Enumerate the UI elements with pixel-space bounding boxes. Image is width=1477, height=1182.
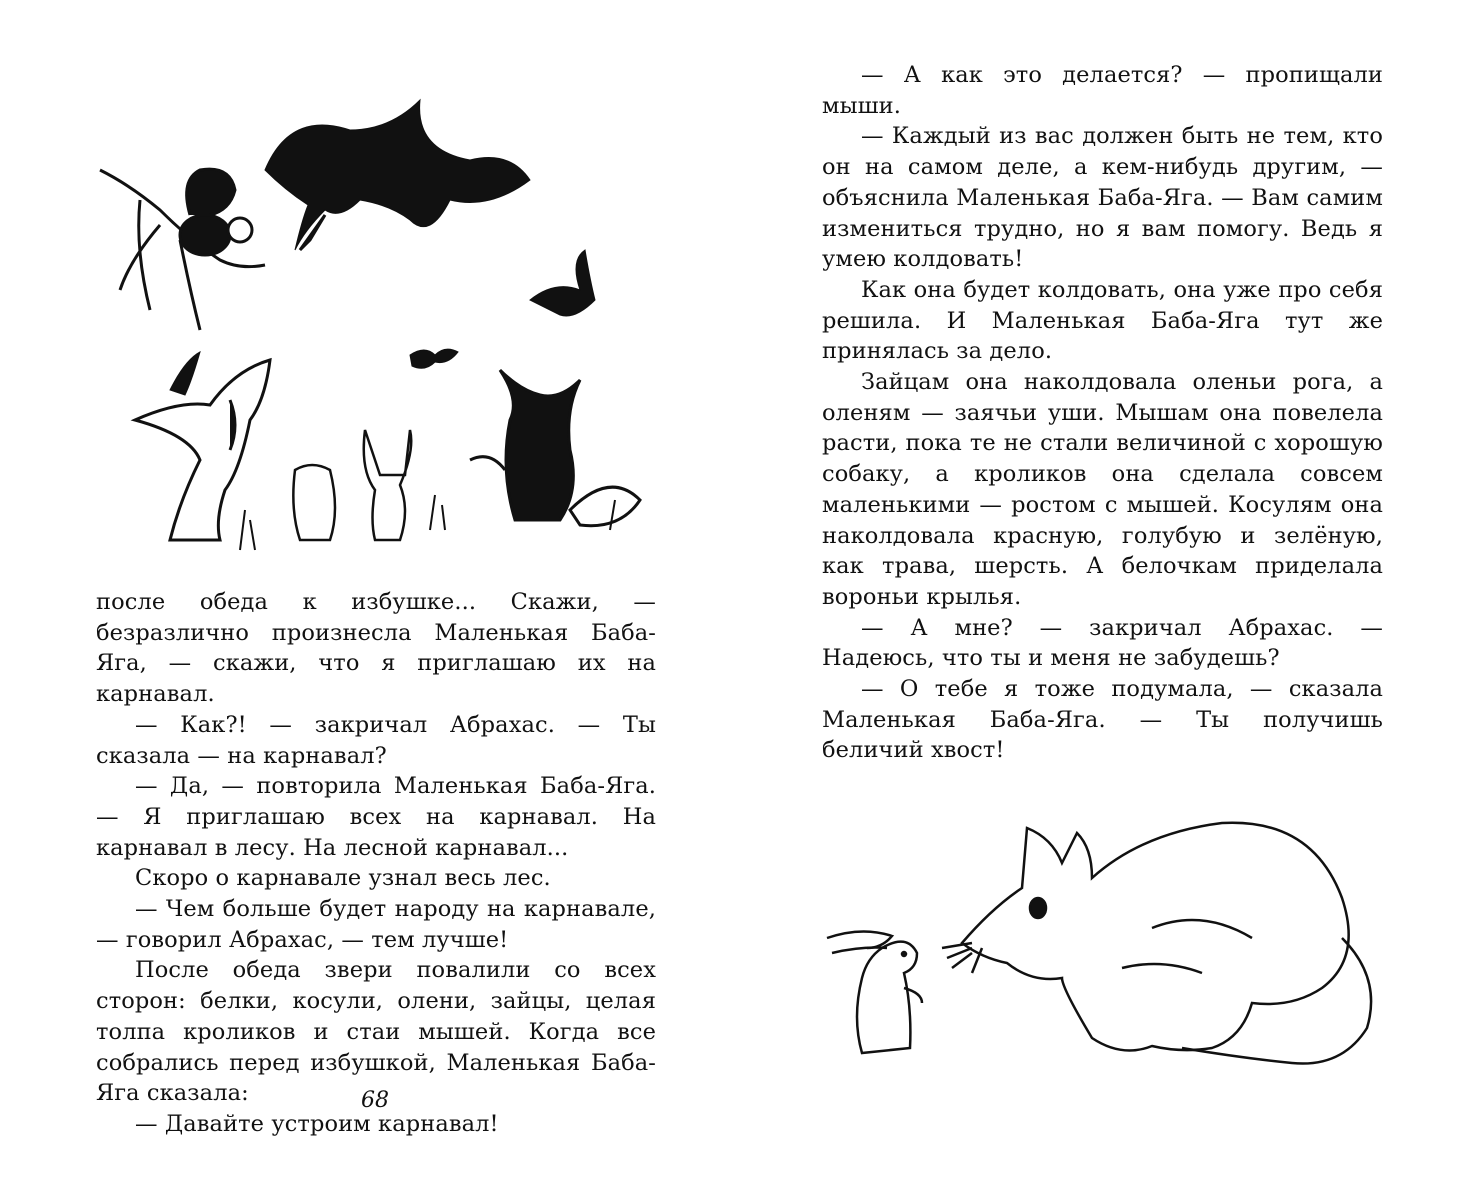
right-page-text: [822, 60, 1383, 766]
paragraph: после обеда к избушке... Скажи, — безразлично произнесла Маленькая Баба-Яга, — скажи, что я приглашаю их на карнавал.: [96, 589, 656, 708]
paragraph: — Каждый из вас должен быть не тем, кто он на самом деле, а кем-нибудь другим, — объяснила Маленькая Баба-Яга. — Вам самим измениться трудно, но я вам помогу. Ведь я умею колдовать!: [822, 123, 1383, 273]
paragraph: Как она будет колдовать, она уже про себя решила. И Маленькая Баба-Яга тут же принялась за дело.: [822, 276, 1383, 365]
left-page-text: [96, 587, 656, 1140]
forest-animals-illustration: [90, 90, 660, 560]
paragraph: — Чем больше будет народу на карнавале, — говорил Абрахас, — тем лучше!: [96, 896, 656, 953]
small-birds-drawing: [170, 250, 595, 395]
right-page: [740, 0, 1477, 1182]
paragraph: — Да, — повторила Маленькая Баба-Яга. — Я приглашаю всех на карнавал. На карнавал в лесу. На лесной карнавал...: [96, 773, 656, 861]
mouse-drawing: [942, 823, 1371, 1064]
deer-drawing: [135, 360, 270, 540]
paragraph: Скоро о карнавале узнал весь лес.: [135, 865, 551, 892]
paragraph: — Как?! — закричал Абрахас. — Ты сказала — на карнавал?: [96, 711, 656, 769]
squirrel-drawing: [100, 169, 265, 330]
paragraph: — А как это делается? — пропищали мыши.: [822, 62, 1383, 119]
paragraph: После обеда звери повалили со всех сторон: белки, косули, олени, зайцы, целая толпа кроликов и стаи мышей. Когда все собрались перед избушкой, Маленькая Баба-Яга сказала:: [96, 957, 656, 1107]
paragraph: — А мне? — закричал Абрахас. — Надеюсь, что ты и меня не забудешь?: [822, 614, 1383, 672]
rabbit-and-mouse-illustration: [822, 808, 1392, 1088]
crow-drawing: [265, 100, 530, 250]
paragraph: Зайцам она наколдовала оленьи рога, а оленям — заячьи уши. Мышам она повелела расти, пока те не стали величиной с хорошую собаку, а кроликов она сделала совсем маленькими — ростом с мышей. Косулям она наколдовала красную, голубую и зелёную, как трава, шерсть. А белочкам приделала вороньи крылья.: [822, 369, 1383, 610]
rabbit-drawing: [827, 931, 922, 1053]
rabbits-drawing: [293, 430, 411, 540]
page-number: 68: [361, 1088, 389, 1113]
paragraph: — Давайте устроим карнавал!: [135, 1110, 499, 1137]
paragraph: — О тебе я тоже подумала, — сказала Маленькая Баба-Яга. — Ты получишь беличий хвост!: [822, 676, 1383, 764]
